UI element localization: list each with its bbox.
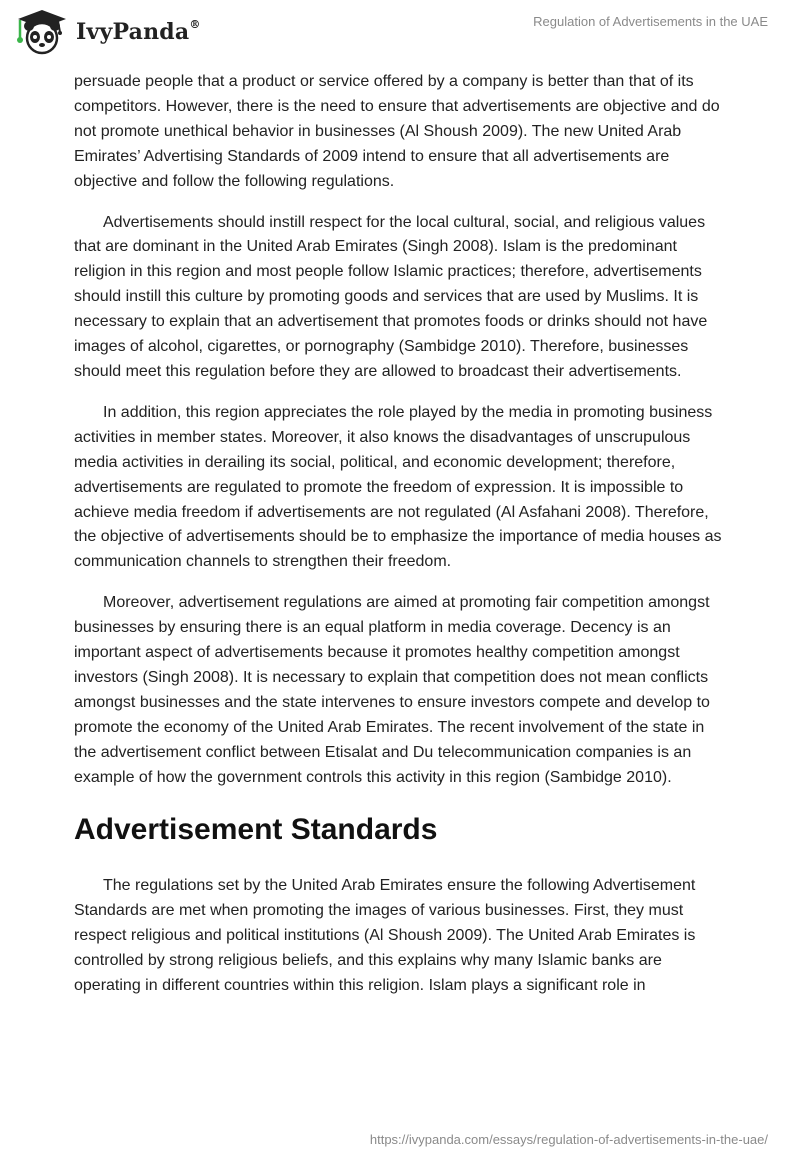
paragraph: Moreover, advertisement regulations are aimed at promoting fair competition amongst businesses by ensuring there is an equal platform in media coverage. Decency is an important aspect of advertisements because it promotes healthy competition amongst investors (Singh 2008). It is necessary to explain that competition does not mean conflicts amongst businesses and the state intervenes to ensure investors compete and develop to promote the economy of the United Arab Emirates. The recent involvement of the state in the advertisement conflict between Etisalat and Du telecommunication companies is an example of how the government controls this activity in this region (Sambidge 2010). [74, 594, 710, 786]
brand-name: IvyPanda® [76, 17, 201, 45]
paragraph: persuade people that a product or service offered by a company is better than that of its competitors. However, there is the need to ensure that advertisements are objective and do not promote unethical behavior in businesses (Al Shoush 2009). The new United Arab Emirates’ Advertising Standards of 2009 intend to ensure that all advertisements are objective and follow the following regulations. [74, 73, 720, 190]
essay-body [74, 70, 728, 1015]
paragraph: In addition, this region appreciates the role played by the media in promoting business activities in member states. Moreover, it also knows the disadvantages of unscrupulous media activities in derailing its social, political, and economic development; therefore, advertisements are regulated to promote the freedom of expression. It is impossible to achieve media freedom if advertisements are not regulated (Al Asfahani 2008). Therefore, the objective of advertisements should be to emphasize the importance of media houses as communication channels to strengthen their freedom. [74, 403, 722, 571]
brand-logo[interactable] [14, 8, 201, 56]
paragraph: Advertisements should instill respect for the local cultural, social, and religious values that are dominant in the United Arab Emirates (Singh 2008). Islam is the predominant religion in this region and most people follow Islamic practices; therefore, advertisements should instill this culture by promoting goods and services that are used by Muslims. It is necessary to explain that an advertisement that promotes foods or drinks should not have images of alcohol, cigarettes, or pornography (Sambidge 2010). Therefore, businesses should meet this regulation before they are allowed to broadcast their advertisements. [74, 213, 708, 380]
source-url[interactable]: https://ivypanda.com/essays/regulation-of-advertisements-in-the-uae/ [369, 1132, 768, 1147]
panda-mascot-icon [14, 8, 70, 56]
paragraph: The regulations set by the United Arab Emirates ensure the following Advertisement Standards are met when promoting the images of various businesses. First, they must respect religious and political institutions (Al Shoush 2009). The United Arab Emirates is controlled by strong religious beliefs, and this explains why many Islamic banks are operating in different countries within this religion. Islam plays a significant role in [74, 877, 696, 995]
page-header [0, 0, 800, 70]
section-heading: Advertisement Standards [74, 813, 438, 847]
document-title: Regulation of Advertisements in the UAE [533, 14, 768, 29]
